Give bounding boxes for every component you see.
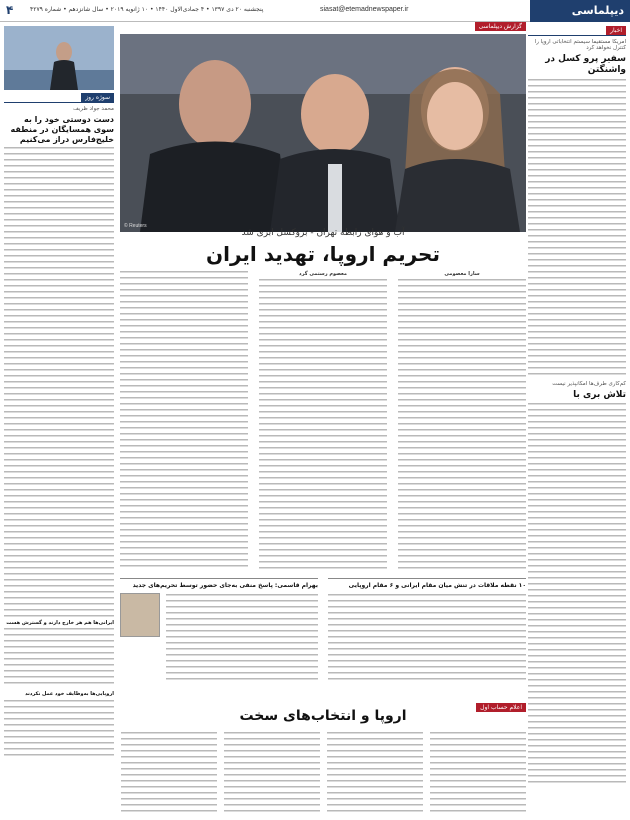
avatar	[120, 593, 160, 637]
story2-kicker: کم‌کاری طرف‌ها امکانپذیر نیست	[552, 380, 626, 387]
left-body-2	[4, 628, 114, 688]
left-headline[interactable]: دست دوستی خود را به سوی همسایگان در منطقه خلیج‌فارس دراز می‌کنیم	[10, 115, 114, 144]
lead-col-2	[259, 271, 387, 571]
byline-1: سارا معصومی	[444, 271, 480, 277]
page-number: ۴	[6, 3, 14, 17]
left-kicker: محمد جواد ظریف	[73, 106, 114, 112]
left-section-bar	[4, 93, 114, 103]
lead-photo	[120, 34, 526, 232]
page-header	[0, 0, 630, 22]
story1-kicker: امریکا مستقیما سیستم انتخاباتی اروپا را کنترل نخواهد کرد	[534, 39, 626, 51]
box-story-1	[328, 578, 526, 688]
site-email[interactable]: siasat@etemadnewspaper.ir	[320, 6, 409, 13]
left-photo	[4, 26, 114, 90]
main-area	[120, 23, 526, 816]
story1-title[interactable]: سفیر پرو‌ کسل در واشنگتن	[545, 54, 626, 76]
byline-2: معصوم رستمی گرد	[299, 271, 347, 277]
left-tag: سوژه روز	[81, 93, 114, 102]
left-body-3	[4, 700, 114, 760]
bottom-body	[120, 732, 526, 816]
bottom-headline[interactable]: اروپا و انتخاب‌های سخت	[239, 708, 407, 724]
lead-col-1	[398, 271, 526, 571]
lead-body	[120, 271, 526, 571]
dateline: پنجشنبه ۲۰ دی ۱۳۹۷ • ۴ جمادی‌الاول ۱۴۴۰ • ۱۰ ژانویه ۲۰۱۹ • سال شانزدهم • شماره ۴۲۷۹	[30, 6, 264, 13]
report-tag: گزارش دیپلماسی	[475, 22, 526, 31]
box-story-2	[120, 578, 318, 688]
side-stories	[120, 578, 526, 688]
section-title: دیپلماسی	[530, 0, 630, 22]
lead-headline[interactable]: تحریم اروپا، تهدید ایران	[206, 242, 440, 266]
right-column	[528, 26, 626, 816]
photo-credit: © Reuters	[124, 223, 147, 229]
box2-title[interactable]: بهرام قاسمی: پاسخ منفی به‌جای حضور توسط تحریم‌های جدید	[132, 582, 318, 589]
news-section-bar	[528, 26, 626, 36]
report-bar	[120, 22, 526, 32]
left-sub-2: اروپایی‌ها به‌وظایف خود عمل نکردند	[25, 691, 114, 698]
lead-kicker: آب و هوای رابطه تهران - بروکسل ابری شد	[241, 228, 405, 238]
left-body-1	[4, 147, 114, 617]
left-column	[4, 26, 114, 816]
lead-col-3	[120, 271, 248, 571]
story1-body	[528, 79, 626, 379]
box1-title[interactable]: ۱۰ نقطه ملاقات در تنش میان مقام ایرانی و ۶ مقام اروپایی	[348, 582, 526, 589]
news-tag: اخبار	[606, 26, 626, 35]
left-sub-1: ایرانی‌ها هم هر خارج دارند و گسترش هست	[6, 620, 114, 626]
story2-body	[528, 403, 626, 783]
bottom-tag: اعلام حساب اول	[476, 703, 526, 712]
story2-title[interactable]: تلاش بری با	[573, 389, 626, 400]
